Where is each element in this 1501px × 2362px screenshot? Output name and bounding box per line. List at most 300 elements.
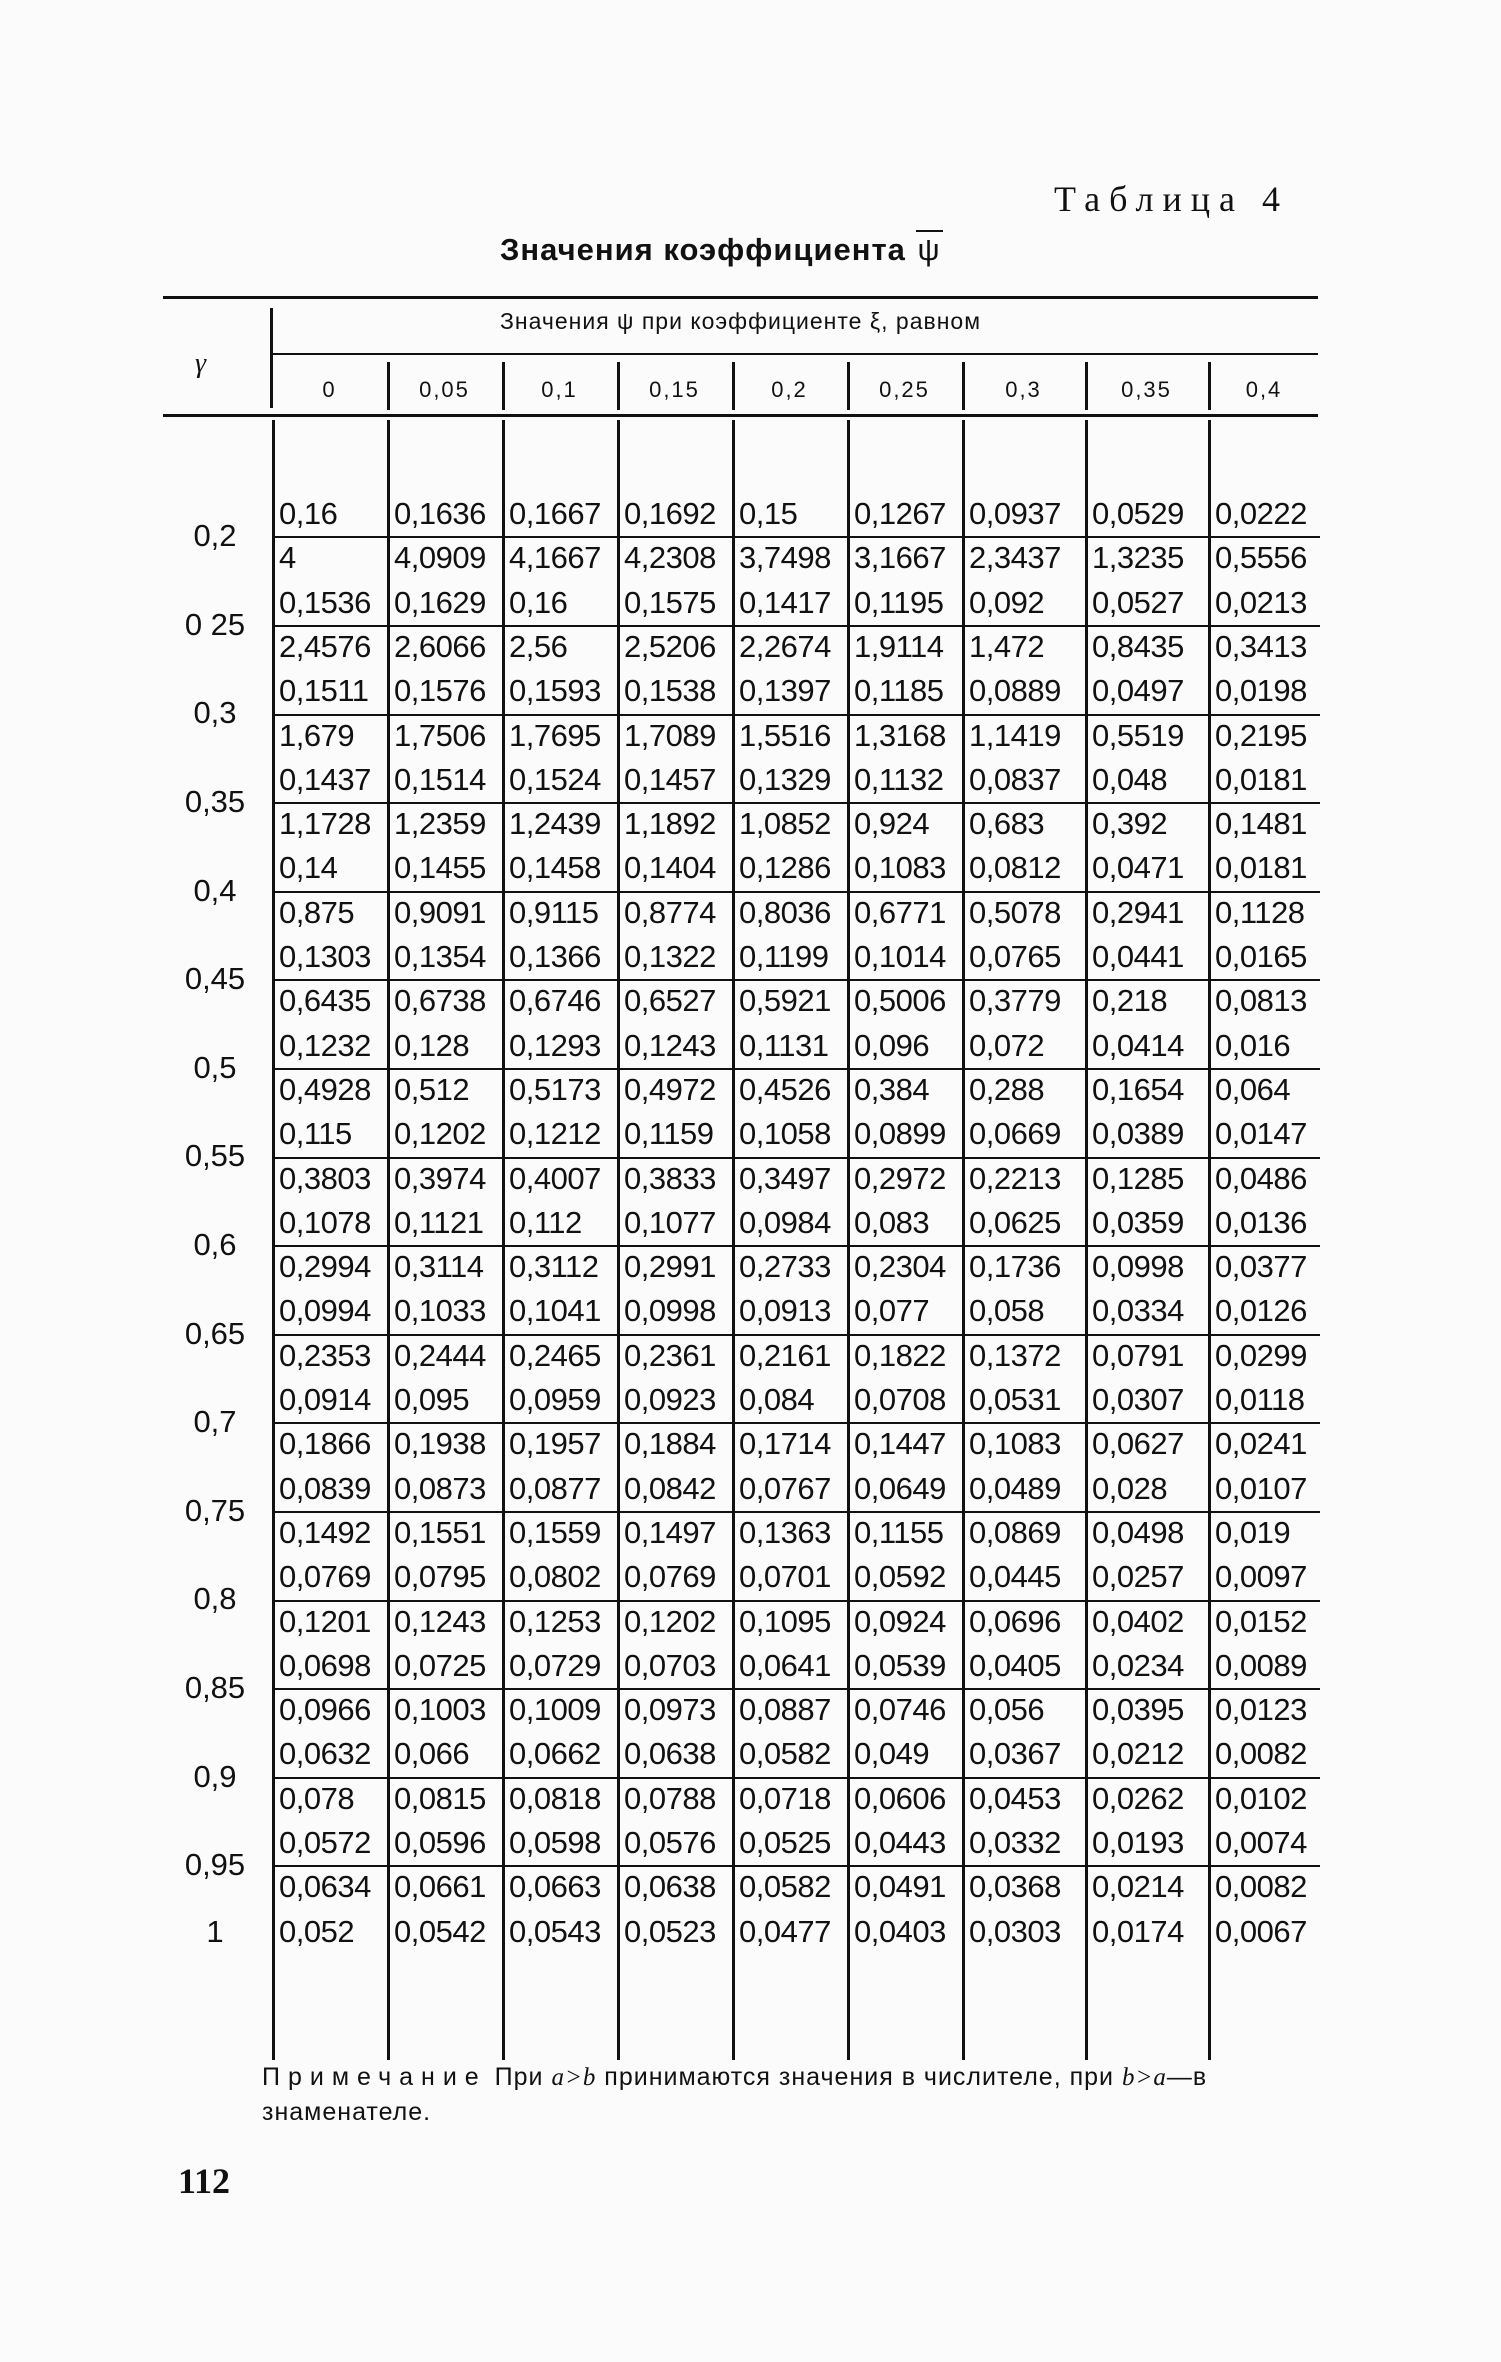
denominator-cell: 0,0696 <box>965 1600 1085 1640</box>
denominator-cell: 0,0299 <box>1211 1334 1320 1374</box>
denominator-cell: 0,1714 <box>735 1422 847 1462</box>
numerator-cell: 0,0543 <box>509 1913 601 1949</box>
denominator-cell: 0,1447 <box>850 1422 962 1462</box>
numerator-cell: 0,1536 <box>279 584 371 620</box>
numerator-cell: 0,0703 <box>624 1647 716 1683</box>
numerator-cell: 0,0596 <box>394 1825 486 1860</box>
numerator-cell: 0,0147 <box>1215 1116 1307 1152</box>
gamma-header: γ <box>195 348 207 379</box>
denominator-cell: 0,0815 <box>390 1777 502 1817</box>
header-column-divider <box>847 362 850 410</box>
numerator-cell: 0,0873 <box>394 1470 486 1506</box>
denominator-cell: 0,2733 <box>735 1245 847 1285</box>
numerator-cell: 0,0525 <box>739 1825 831 1860</box>
gamma-value: 0,5 <box>193 1049 237 1085</box>
denominator-cell: 0,5556 <box>1211 536 1320 576</box>
gamma-value: 1 <box>206 1913 224 1949</box>
denominator-cell: 0,2213 <box>965 1157 1085 1197</box>
numerator-cell: 0,1212 <box>509 1116 601 1152</box>
denominator-cell: 0,1551 <box>390 1511 502 1551</box>
numerator-cell: 0,0531 <box>969 1382 1061 1417</box>
denominator-cell: 0,0102 <box>1211 1777 1320 1817</box>
header-column-divider <box>617 362 620 410</box>
numerator-cell: 0,1202 <box>394 1116 486 1152</box>
numerator-cell: 0,1692 <box>624 496 716 531</box>
numerator-cell: 0,0842 <box>624 1470 716 1506</box>
numerator-cell: 0,0405 <box>969 1647 1061 1683</box>
numerator-cell: 0,052 <box>279 1913 355 1949</box>
denominator-cell: 0,2444 <box>390 1334 502 1374</box>
top-rule <box>163 296 1318 299</box>
numerator-cell: 0,0489 <box>969 1470 1061 1506</box>
numerator-cell: 0,0097 <box>1215 1559 1307 1595</box>
denominator-cell: 0,3413 <box>1211 625 1320 665</box>
numerator-cell: 0,0641 <box>739 1647 831 1683</box>
denominator-cell: 0,3114 <box>390 1245 502 1285</box>
numerator-cell: 0,077 <box>854 1293 930 1329</box>
denominator-cell: 0,5173 <box>505 1068 617 1108</box>
denominator-cell: 0,1095 <box>735 1600 847 1640</box>
numerator-cell: 0,0582 <box>739 1736 831 1772</box>
numerator-cell: 0,0089 <box>1215 1647 1307 1683</box>
denominator-cell: 0,0214 <box>1088 1865 1208 1905</box>
numerator-cell: 0,072 <box>969 1027 1045 1063</box>
numerator-cell: 0,0527 <box>1092 584 1184 620</box>
note-text-2: принимаются значения в числителе, при <box>604 2063 1115 2091</box>
numerator-cell: 0,058 <box>969 1293 1045 1329</box>
denominator-cell: 0,0661 <box>390 1865 502 1905</box>
denominator-cell: 0,1155 <box>850 1511 962 1551</box>
denominator-cell: 0,9091 <box>390 891 502 931</box>
numerator-cell: 0,096 <box>854 1027 930 1063</box>
numerator-cell: 0,0445 <box>969 1559 1061 1595</box>
denominator-cell: 0,0973 <box>620 1688 732 1728</box>
denominator-cell: 3,7498 <box>735 536 847 576</box>
column-header: 0,35 <box>1121 377 1172 402</box>
numerator-cell: 0,0725 <box>394 1647 486 1683</box>
denominator-cell: 0,1363 <box>735 1511 847 1551</box>
denominator-cell: 0,1938 <box>390 1422 502 1462</box>
denominator-cell: 0,0241 <box>1211 1422 1320 1462</box>
numerator-cell: 0,0899 <box>854 1116 946 1152</box>
denominator-cell: 0,3803 <box>275 1157 387 1197</box>
header-column-divider <box>1208 362 1211 410</box>
denominator-cell: 0,0152 <box>1211 1600 1320 1640</box>
numerator-cell: 0,0984 <box>739 1204 831 1240</box>
denominator-cell: 0,384 <box>850 1068 962 1108</box>
numerator-cell: 0,092 <box>969 584 1045 620</box>
numerator-cell: 0,0701 <box>739 1559 831 1595</box>
denominator-cell: 0,2465 <box>505 1334 617 1374</box>
numerator-cell: 0,1636 <box>394 496 486 531</box>
denominator-cell: 1,0852 <box>735 802 847 842</box>
numerator-cell: 0,1014 <box>854 939 946 974</box>
numerator-cell: 0,0708 <box>854 1382 946 1417</box>
denominator-cell: 1,1728 <box>275 802 387 842</box>
gamma-value: 0,7 <box>193 1404 237 1440</box>
denominator-cell: 0,056 <box>965 1688 1085 1728</box>
numerator-cell: 0,1593 <box>509 673 601 709</box>
numerator-cell: 0,0118 <box>1215 1382 1305 1417</box>
numerator-cell: 0,0649 <box>854 1470 946 1506</box>
gamma-value: 0,55 <box>184 1138 246 1174</box>
denominator-cell: 0,875 <box>275 891 387 931</box>
denominator-cell: 1,3235 <box>1088 536 1208 576</box>
denominator-cell: 0,8036 <box>735 891 847 931</box>
numerator-cell: 0,0165 <box>1215 939 1307 974</box>
numerator-cell: 0,0332 <box>969 1825 1061 1860</box>
numerator-cell: 0,1199 <box>739 939 829 974</box>
denominator-cell: 0,0746 <box>850 1688 962 1728</box>
numerator-cell: 0,049 <box>854 1736 930 1772</box>
denominator-cell: 0,0453 <box>965 1777 1085 1817</box>
denominator-cell: 0,1822 <box>850 1334 962 1374</box>
numerator-cell: 0,0576 <box>624 1825 716 1860</box>
numerator-cell: 0,0181 <box>1215 761 1307 797</box>
denominator-cell: 0,1285 <box>1088 1157 1208 1197</box>
denominator-cell: 0,8435 <box>1088 625 1208 665</box>
numerator-cell: 0,1366 <box>509 939 601 974</box>
note-cond-1: a>b <box>551 2064 597 2091</box>
numerator-cell: 0,0598 <box>509 1825 601 1860</box>
denominator-cell: 1,7506 <box>390 714 502 754</box>
numerator-cell: 0,0136 <box>1215 1204 1307 1240</box>
denominator-cell: 0,6738 <box>390 979 502 1019</box>
gamma-value: 0,9 <box>193 1758 237 1794</box>
denominator-cell: 0,1492 <box>275 1511 387 1551</box>
numerator-cell: 0,0729 <box>509 1647 601 1683</box>
denominator-cell: 0,0368 <box>965 1865 1085 1905</box>
numerator-cell: 0,0592 <box>854 1559 946 1595</box>
numerator-cell: 0,0389 <box>1092 1116 1184 1152</box>
numerator-cell: 0,0769 <box>624 1559 716 1595</box>
numerator-cell: 0,0181 <box>1215 850 1307 886</box>
gamma-value: 0,6 <box>193 1226 237 1262</box>
numerator-cell: 0,0359 <box>1092 1204 1184 1240</box>
denominator-cell: 0,6527 <box>620 979 732 1019</box>
numerator-cell: 0,1455 <box>394 850 486 886</box>
numerator-cell: 0,1458 <box>509 850 601 886</box>
denominator-cell: 0,1201 <box>275 1600 387 1640</box>
denominator-cell: 4,0909 <box>390 536 502 576</box>
denominator-cell: 0,2161 <box>735 1334 847 1374</box>
denominator-cell: 0,0791 <box>1088 1334 1208 1374</box>
denominator-cell: 0,512 <box>390 1068 502 1108</box>
denominator-cell: 1,7089 <box>620 714 732 754</box>
subheader-rule <box>272 353 1318 355</box>
denominator-cell: 1,5516 <box>735 714 847 754</box>
numerator-cell: 0,095 <box>394 1382 470 1417</box>
numerator-cell: 0,1397 <box>739 673 831 709</box>
denominator-cell: 0,1559 <box>505 1511 617 1551</box>
note-cond-2: b>a <box>1121 2064 1167 2091</box>
column-header: 0,15 <box>649 377 700 402</box>
gamma-value: 0,95 <box>184 1847 246 1883</box>
numerator-cell: 0,0765 <box>969 939 1061 974</box>
note-text-1: При <box>494 2063 544 2091</box>
numerator-cell: 0,1538 <box>624 673 716 709</box>
header-column-divider <box>502 362 505 410</box>
denominator-cell: 0,0924 <box>850 1600 962 1640</box>
numerator-cell: 0,1329 <box>739 761 831 797</box>
table-note <box>262 2060 1322 2129</box>
denominator-cell: 0,218 <box>1088 979 1208 1019</box>
denominator-cell: 0,1884 <box>620 1422 732 1462</box>
numerator-cell: 0,0213 <box>1215 584 1307 620</box>
denominator-cell: 0,1253 <box>505 1600 617 1640</box>
denominator-cell: 0,0998 <box>1088 1245 1208 1285</box>
gamma-value: 0 25 <box>184 606 246 642</box>
gamma-value: 0,45 <box>184 961 246 997</box>
denominator-cell: 0,4526 <box>735 1068 847 1108</box>
numerator-cell: 0,0074 <box>1215 1825 1307 1860</box>
numerator-cell: 0,0769 <box>279 1559 371 1595</box>
numerator-cell: 0,0539 <box>854 1647 946 1683</box>
numerator-cell: 0,0367 <box>969 1736 1061 1772</box>
numerator-cell: 0,0307 <box>1092 1382 1184 1417</box>
numerator-cell: 0,0662 <box>509 1736 601 1772</box>
numerator-cell: 0,0212 <box>1092 1736 1184 1772</box>
denominator-cell: 0,5078 <box>965 891 1085 931</box>
numerator-cell: 0,0802 <box>509 1559 601 1595</box>
numerator-cell: 0,0914 <box>279 1382 371 1417</box>
numerator-cell: 0,0222 <box>1215 496 1307 531</box>
numerator-cell: 0,1185 <box>854 673 944 709</box>
denominator-cell: 4,1667 <box>505 536 617 576</box>
numerator-cell: 0,115 <box>279 1116 352 1152</box>
numerator-cell: 0,0441 <box>1092 939 1184 974</box>
denominator-cell: 4,2308 <box>620 536 732 576</box>
numerator-cell: 0,1576 <box>394 673 486 709</box>
numerator-cell: 0,0443 <box>854 1825 946 1860</box>
numerator-cell: 0,1354 <box>394 939 486 974</box>
numerator-cell: 0,0497 <box>1092 673 1184 709</box>
numerator-cell: 0,1078 <box>279 1204 371 1240</box>
numerator-cell: 0,0625 <box>969 1204 1061 1240</box>
denominator-cell: 4 <box>275 536 387 576</box>
denominator-cell: 0,0606 <box>850 1777 962 1817</box>
denominator-cell: 1,679 <box>275 714 387 754</box>
numerator-cell: 0,0638 <box>624 1736 716 1772</box>
denominator-cell: 0,0262 <box>1088 1777 1208 1817</box>
denominator-cell: 0,2353 <box>275 1334 387 1374</box>
denominator-cell: 0,6771 <box>850 891 962 931</box>
denominator-cell: 0,1654 <box>1088 1068 1208 1108</box>
denominator-cell: 0,3779 <box>965 979 1085 1019</box>
numerator-cell: 0,1417 <box>739 584 831 620</box>
numerator-cell: 0,1404 <box>624 850 716 886</box>
numerator-cell: 0,1267 <box>854 496 946 531</box>
numerator-cell: 0,0632 <box>279 1736 371 1772</box>
numerator-cell: 0,0126 <box>1215 1293 1307 1329</box>
header-column-divider <box>962 362 965 410</box>
numerator-cell: 0,1286 <box>739 850 831 886</box>
numerator-cell: 0,112 <box>509 1204 582 1240</box>
table-caption: Таблица 4 <box>1054 179 1289 219</box>
denominator-cell: 0,0663 <box>505 1865 617 1905</box>
denominator-cell: 0,3974 <box>390 1157 502 1197</box>
numerator-cell: 0,1132 <box>854 761 944 797</box>
denominator-cell: 0,0788 <box>620 1777 732 1817</box>
denominator-cell: 0,2195 <box>1211 714 1320 754</box>
denominator-cell: 0,1372 <box>965 1334 1085 1374</box>
numerator-cell: 0,1121 <box>394 1204 484 1240</box>
gamma-value: 0,4 <box>193 872 237 908</box>
denominator-cell: 0,5519 <box>1088 714 1208 754</box>
denominator-cell: 0,5006 <box>850 979 962 1019</box>
note-label: Примечание <box>262 2063 487 2091</box>
gamma-value: 0,85 <box>184 1669 246 1705</box>
numerator-cell: 0,0767 <box>739 1470 831 1506</box>
column-header: 0,25 <box>879 377 930 402</box>
header-column-divider <box>387 362 390 410</box>
numerator-cell: 0,128 <box>394 1027 470 1063</box>
numerator-cell: 0,16 <box>509 584 568 620</box>
numerator-cell: 0,0839 <box>279 1470 371 1506</box>
denominator-cell: 1,3168 <box>850 714 962 754</box>
numerator-cell: 0,0877 <box>509 1470 601 1506</box>
numerator-cell: 0,0889 <box>969 673 1061 709</box>
note-text-3: —в знаменателе. <box>262 2063 1208 2126</box>
denominator-cell: 2,2674 <box>735 625 847 665</box>
denominator-cell: 0,0627 <box>1088 1422 1208 1462</box>
denominator-cell: 1,7695 <box>505 714 617 754</box>
numerator-cell: 0,0193 <box>1092 1825 1184 1860</box>
column-header: 0 <box>322 377 337 402</box>
numerator-cell: 0,1058 <box>739 1116 831 1152</box>
denominator-cell: 0,1481 <box>1211 802 1320 842</box>
denominator-cell: 0,0082 <box>1211 1865 1320 1905</box>
denominator-cell: 0,3833 <box>620 1157 732 1197</box>
numerator-cell: 0,0234 <box>1092 1647 1184 1683</box>
denominator-cell: 2,6066 <box>390 625 502 665</box>
denominator-cell: 1,9114 <box>850 625 962 665</box>
denominator-cell: 0,0718 <box>735 1777 847 1817</box>
header-column-divider <box>1085 362 1088 410</box>
column-header: 0,2 <box>771 377 808 402</box>
numerator-cell: 0,0334 <box>1092 1293 1184 1329</box>
column-header: 0,4 <box>1245 377 1283 402</box>
gamma-value: 0,8 <box>193 1581 237 1617</box>
numerator-cell: 0,1159 <box>624 1116 714 1152</box>
denominator-cell: 0,2304 <box>850 1245 962 1285</box>
denominator-cell: 0,9115 <box>505 891 617 931</box>
psi-symbol: ψ <box>917 232 941 267</box>
numerator-cell: 0,0174 <box>1092 1913 1184 1949</box>
denominator-cell: 0,2991 <box>620 1245 732 1285</box>
subheader-text: Значения ψ при коэффициенте ξ, равном <box>500 308 982 334</box>
numerator-cell: 0,1033 <box>394 1293 486 1329</box>
denominator-cell: 0,0377 <box>1211 1245 1320 1285</box>
column-header: 0,05 <box>419 377 470 402</box>
column-header: 0,1 <box>541 377 578 402</box>
numerator-cell: 0,0998 <box>624 1293 716 1329</box>
numerator-cell: 0,0523 <box>624 1913 716 1949</box>
numerator-cell: 0,1514 <box>394 761 486 797</box>
denominator-cell: 3,1667 <box>850 536 962 576</box>
numerator-cell: 0,0812 <box>969 850 1061 886</box>
denominator-cell: 0,0491 <box>850 1865 962 1905</box>
numerator-cell: 0,1437 <box>279 761 371 797</box>
denominator-cell: 0,0486 <box>1211 1157 1320 1197</box>
numerator-cell: 0,1077 <box>624 1204 716 1240</box>
denominator-cell: 0,0634 <box>275 1865 387 1905</box>
numerator-cell: 0,1511 <box>279 673 369 709</box>
page-number: 112 <box>178 2161 231 2201</box>
numerator-cell: 0,0067 <box>1215 1913 1307 1949</box>
denominator-cell: 0,2941 <box>1088 891 1208 931</box>
numerator-cell: 0,0937 <box>969 496 1061 531</box>
denominator-cell: 0,6746 <box>505 979 617 1019</box>
numerator-cell: 0,0959 <box>509 1382 601 1417</box>
numerator-cell: 0,084 <box>739 1382 815 1417</box>
denominator-cell: 0,064 <box>1211 1068 1320 1108</box>
numerator-cell: 0,0529 <box>1092 496 1184 531</box>
denominator-cell: 0,4972 <box>620 1068 732 1108</box>
denominator-cell: 0,0887 <box>735 1688 847 1728</box>
numerator-cell: 0,1131 <box>739 1027 829 1063</box>
numerator-cell: 0,14 <box>279 850 338 886</box>
denominator-cell: 0,1866 <box>275 1422 387 1462</box>
denominator-cell: 0,3497 <box>735 1157 847 1197</box>
numerator-cell: 0,1524 <box>509 761 601 797</box>
numerator-cell: 0,1243 <box>624 1027 716 1063</box>
denominator-cell: 1,472 <box>965 625 1085 665</box>
denominator-cell: 0,6435 <box>275 979 387 1019</box>
denominator-cell: 0,0869 <box>965 1511 1085 1551</box>
denominator-cell: 0,1003 <box>390 1688 502 1728</box>
denominator-cell: 0,1497 <box>620 1511 732 1551</box>
numerator-cell: 0,0477 <box>739 1913 831 1949</box>
numerator-cell: 0,0471 <box>1092 850 1184 886</box>
denominator-cell: 0,3112 <box>505 1245 617 1285</box>
numerator-cell: 0,0303 <box>969 1913 1061 1949</box>
gamma-value: 0,35 <box>184 783 246 819</box>
numerator-cell: 0,048 <box>1092 761 1168 797</box>
denominator-cell: 0,1957 <box>505 1422 617 1462</box>
numerator-cell: 0,0698 <box>279 1647 371 1683</box>
denominator-cell: 2,56 <box>505 625 617 665</box>
denominator-cell: 0,2361 <box>620 1334 732 1374</box>
denominator-cell: 0,4007 <box>505 1157 617 1197</box>
denominator-cell: 1,1892 <box>620 802 732 842</box>
numerator-cell: 0,1195 <box>854 584 944 620</box>
numerator-cell: 0,0542 <box>394 1913 486 1949</box>
denominator-cell: 0,0638 <box>620 1865 732 1905</box>
numerator-cell: 0,1041 <box>509 1293 601 1329</box>
numerator-cell: 0,0923 <box>624 1382 716 1417</box>
numerator-cell: 0,15 <box>739 496 798 531</box>
denominator-cell: 1,2439 <box>505 802 617 842</box>
numerator-cell: 0,0257 <box>1092 1559 1184 1595</box>
denominator-cell: 0,1083 <box>965 1422 1085 1462</box>
denominator-cell: 0,392 <box>1088 802 1208 842</box>
denominator-cell: 2,3437 <box>965 536 1085 576</box>
denominator-cell: 0,924 <box>850 802 962 842</box>
numerator-cell: 0,0107 <box>1215 1470 1307 1506</box>
denominator-cell: 0,5921 <box>735 979 847 1019</box>
denominator-cell: 0,019 <box>1211 1511 1320 1551</box>
numerator-cell: 0,0414 <box>1092 1027 1184 1063</box>
denominator-cell: 2,4576 <box>275 625 387 665</box>
denominator-cell: 0,0402 <box>1088 1600 1208 1640</box>
denominator-cell: 0,0582 <box>735 1865 847 1905</box>
numerator-cell: 0,0198 <box>1215 673 1307 709</box>
denominator-cell: 1,1419 <box>965 714 1085 754</box>
denominator-cell: 0,0813 <box>1211 979 1320 1019</box>
numerator-cell: 0,0403 <box>854 1913 946 1949</box>
numerator-cell: 0,028 <box>1092 1470 1168 1506</box>
